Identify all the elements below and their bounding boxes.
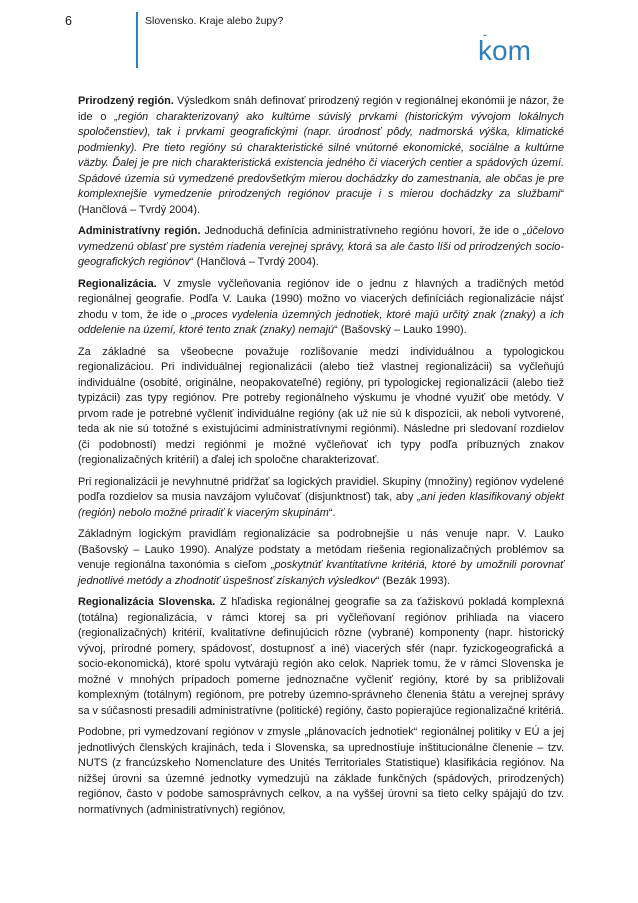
paragraph-text: Základným logickým pravidlám regionalizácie sa podrobnejšie u nás venuje napr. V. Lauko (Bašovský – Lauko 1990). Analýze podstaty a metódam riešenia regionalizačných problémov sa venuje regionálna taxonómia s cieľom	[78, 528, 564, 571]
paragraph	[78, 277, 564, 339]
page-header	[0, 0, 638, 80]
paragraph	[78, 224, 564, 271]
paragraph-text: “ (Bašovský – Lauko 1990).	[334, 324, 467, 336]
paragraph-text: Podobne, pri vymedzovaní regiónov v zmysle „plánovacích jednotiek“ regionálnej politiky v EÚ a jej jednotlivých členských krajinách, teda i Slovenska, sa uprednostíuje inštitucionálne členenie – tzv. NUTS (z francúzskeho Nomenclature des Unités Territoriales Statistique) klasifikácia regiónov. Na nižšej úrovni sa územné jednotky vymedzujú na základe funkčných (spádových, prirodzených) regiónov, často v podobe samosprávnych celkov, a na vyššej úrovni sa tieto celky spájajú do tzv. normatívnych (administratívnych) regiónov,	[78, 726, 564, 816]
paragraph-text: “ (Hančlová – Tvrdý 2004).	[190, 256, 319, 268]
paragraph	[78, 94, 564, 218]
paragraph-text: Za základné sa všeobecne považuje rozlišovanie medzi individuálnou a typologickou regionalizáciou. Pri individuálnej regionalizácii (alebo tiež vlastnej regionalizácii) sa vyčleňujú individuálne (osobité, originálne, neopakovateľné) regióny, pri typologickej regionalizácii (alebo tiež typizácii) zas typy regiónov. Pre potreby regionálneho výskumu je vhodné využiť obe metódy. V prvom rade je potrebné vyčleniť individuálne regióny (ak už nie sú k dispozícii, ak neboli vytvorené, teda ak nie sú totožné s existujúcimi administratívnymi regiónmi). Následne pri sledovaní rozdielov (či podobností) medzi regiónmi je možné vyčleňovať ich typy podľa príbuzných znakov (regionalizačných kritérií) a ďalej ich spoločne charakterizovať.	[78, 345, 564, 466]
paragraph	[78, 475, 564, 522]
running-title: Slovensko. Kraje alebo župy?	[145, 15, 284, 27]
paragraph-text: Jednoduchá definícia administratívneho regiónu hovorí, že ide o	[200, 225, 523, 237]
paragraph-heading: Regionalizácia.	[78, 277, 157, 290]
paragraph	[78, 527, 564, 589]
quotation: „poskytnúť kvantitatívne kritériá, ktoré by umožnili porovnať jednotlivé metódy a zhodnotiť úspešnosť získaných výsledkov	[78, 559, 564, 587]
page-number: 6	[65, 14, 72, 28]
paragraph-text: “.	[328, 506, 336, 519]
header-divider-line	[136, 12, 138, 68]
paragraph-text: V zmysle vyčleňovania regiónov ide o jednu z hlavných a tradičných metód regionálnej geografie. Podľa V. Lauka (1990) možno vo viacerých definíciách regionalizácie nájsť zhodu v tom, že ide o	[78, 277, 564, 321]
paragraph	[78, 345, 564, 469]
quotation: „ani jeden klasifikovaný objekt (región) nebolo možné priradiť k viacerým skupinám	[78, 491, 564, 519]
logo-text: kom	[478, 35, 531, 66]
quotation: „región charakterizovaný ako kultúrne súvislý prvkami (historickým vývojom lokálnych spoločenstiev), tak i prvkami geografickými (napr. úrodnosť pôdy, nadmorská výška, klimatické podmienky). Pre tieto regióny sú charakteristické silné vnútorné ekonomické, sociálne a kultúrne väzby. Ďalej je pre nich charakteristická existencia jedného či viacerých centier a spádových území. Spádové územia sú vymedzené predovšetkým mierou dochádzky do zamestnania, ale občas je pre komplexnejšie vymedzenie prirodzených regiónov pracuje i s mierou dochádzky za službami	[78, 110, 564, 200]
paragraph-heading: Regionalizácia Slovenska.	[78, 596, 216, 608]
paragraph-heading: Prirodzený región.	[78, 95, 174, 107]
paragraph-text: Výsledkom snáh definovať prirodzený región v regionálnej ekonómii je názor, že ide o	[78, 95, 564, 123]
document-body	[78, 94, 564, 824]
paragraph	[78, 725, 564, 818]
paragraph-text: Z hľadiska regionálnej geografie sa za ťažiskovú pokladá komplexná (totálna) regionalizácia, v rámci ktorej sa pri vyčleňovaní regiónov prihliada na viacero (regionalizačných) kritérií, kvalitatívne definujúcich rôzne (vybrané) komponenty (napr. historický vývoj, prírodné pomery, spádovosť, dostupnosť a iné) viacerých sfér (napr. fyzickogeografická a socio-ekonomická), ktoré spolu vytvárajú región ako celok. Napriek tomu, že v rámci Slovenska je možné v mnohých prípadoch pomerne jednoznačne vyčleniť regióny, ktoré by sa približovali komplexným (totálnym) regiónom, pre potreby územno-správneho členenia štátu a verejnej správy sa v súčasnosti presadili administratívne (politické) regióny, často popierajúce regionalizačné kritériá.	[78, 596, 564, 717]
paragraph-text: “ (Bezák 1993).	[375, 574, 451, 587]
kom-logo	[478, 32, 538, 66]
paragraph	[78, 595, 564, 719]
paragraph-text: “ (Hančlová – Tvrdý 2004).	[78, 188, 564, 216]
quotation: „účelovo vymedzenú oblasť pre systém riadenia verejnej správy, ktorá sa ale často líši od prirodzených socio-geografických regiónov	[78, 225, 564, 268]
quotation: „proces vydelenia územných jednotiek, ktoré majú určitý znak (znaky) a ich oddelenie na území, ktoré tento znak (znaky) nemajú	[78, 308, 564, 336]
paragraph-heading: Administratívny región.	[78, 225, 201, 237]
paragraph-text: Pri regionalizácii je nevyhnutné pridŕžať sa logických pravidiel. Skupiny (množiny) regiónov vydelené podľa rozdielov sa musia navzájom vylučovať (disjunktnosť) tak, aby	[78, 475, 564, 503]
